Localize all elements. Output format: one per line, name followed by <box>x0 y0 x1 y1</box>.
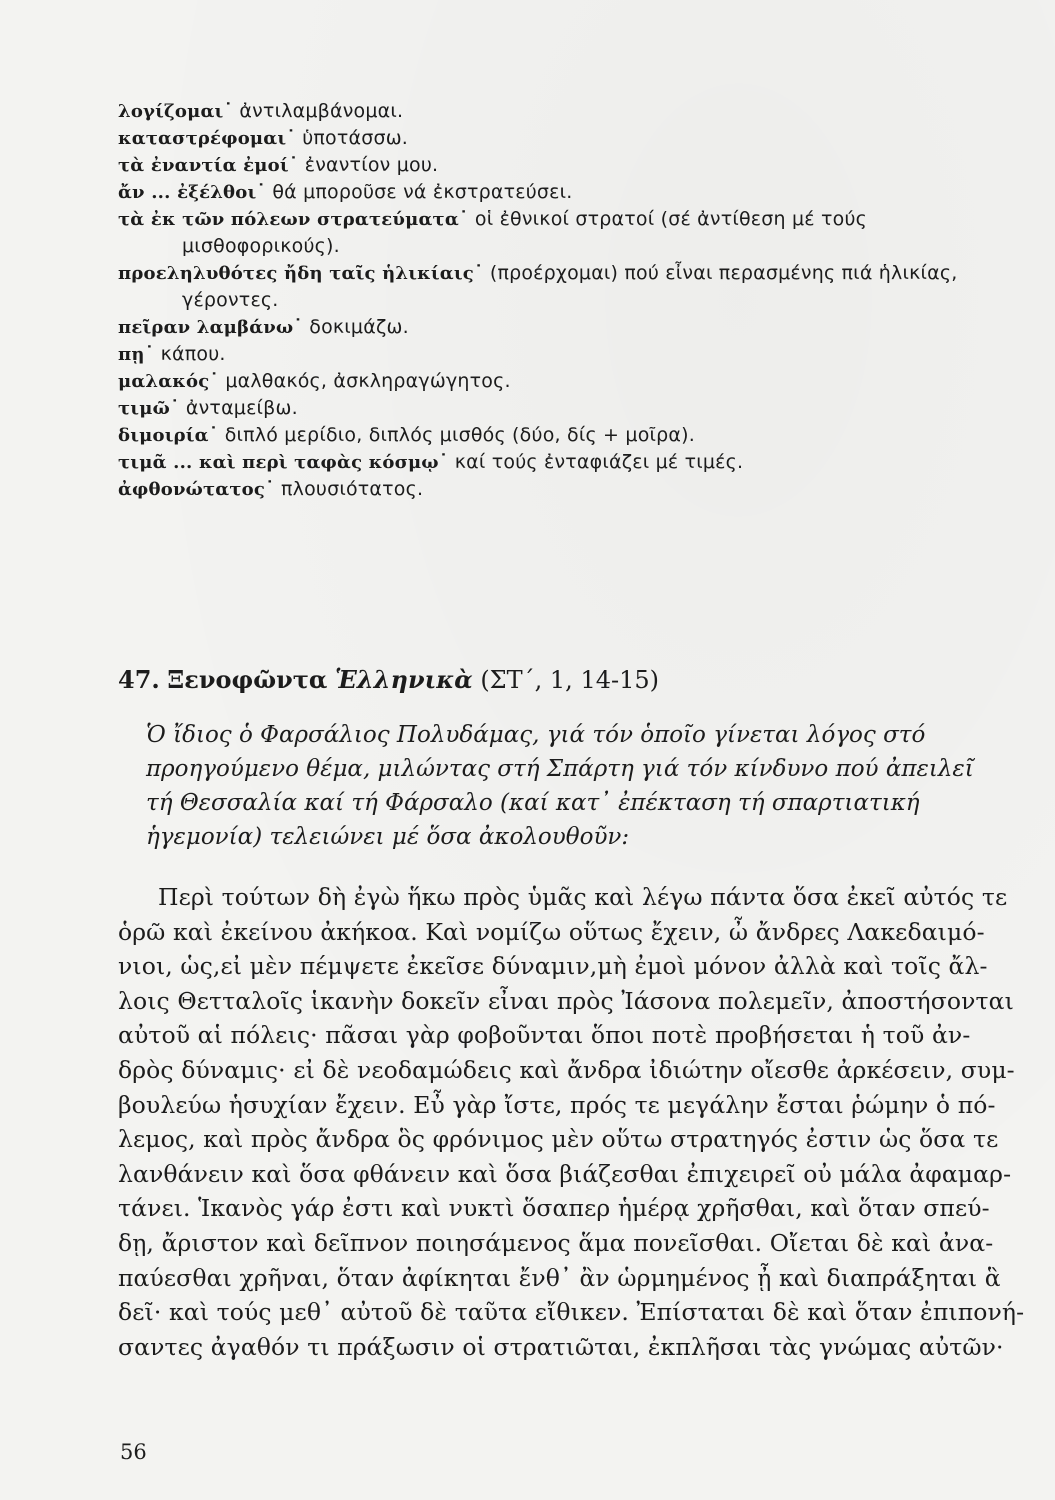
glossary-term: λογίζομαι <box>118 101 224 122</box>
text-line: ὁρῶ καὶ ἐκείνου ἀκήκοα. Καὶ νομίζω οὕτως ἔχειν, ὦ ἄνδρες Λακεδαιμό- <box>118 917 985 946</box>
text-line: σαντες ἀγαθόν τι πράξωσιν οἱ στρατιῶται, ἐκπλῆσαι τὰς γνώμας αὐτῶν· <box>118 1332 1004 1361</box>
glossary-entry <box>118 260 978 314</box>
glossary-term: τὰ ἐκ τῶν πόλεων στρατεύματα <box>118 209 459 230</box>
glossary-definition: διπλό μερίδιο, διπλός μισθός (δύο, δίς + μοῖρα). <box>224 424 695 446</box>
glossary-separator: ˙ <box>473 262 484 284</box>
glossary-term: μαλακός <box>118 371 210 392</box>
section-reference: (ΣΤ΄, 1, 14-15) <box>480 666 659 694</box>
glossary-separator: ˙ <box>144 343 155 365</box>
glossary-definition: ὑποτάσσω. <box>302 127 409 149</box>
glossary-separator: ˙ <box>169 397 180 419</box>
glossary-definition: ἀντιλαμβάνομαι. <box>239 100 404 122</box>
glossary-term: πῃ <box>118 344 145 365</box>
glossary-term: προεληλυθότες ἤδη ταῖς ἡλικίαις <box>118 263 474 284</box>
glossary-entry <box>118 422 978 449</box>
section-number: 47. <box>118 665 160 694</box>
glossary-term: τιμῶ <box>118 398 170 419</box>
text-line: λοις Θετταλοῖς ἱκανὴν δοκεῖν εἶναι πρὸς Ἰάσονα πολεμεῖν, ἀποστήσονται <box>118 986 1014 1015</box>
glossary-entry <box>118 341 978 368</box>
glossary-entry <box>118 395 978 422</box>
glossary-definition: κάπου. <box>160 343 226 365</box>
glossary-term: καταστρέφομαι <box>118 128 287 149</box>
glossary-entry <box>118 152 978 179</box>
glossary-separator: ˙ <box>286 127 296 149</box>
glossary-definition: ἐναντίον μου. <box>304 154 439 176</box>
glossary-term: τὰ ἐναντία ἐμοί <box>118 155 289 176</box>
glossary-term: διμοιρία <box>118 425 209 446</box>
glossary-definition: (προέρχομαι) πού εἶναι περασμένης πιά ἡλικίας, γέροντες. <box>182 262 958 311</box>
text-line: δῃ, ἄριστον καὶ δεῖπνον ποιησάμενος ἅμα πονεῖσθαι. Οἴεται δὲ καὶ ἀνα- <box>118 1228 994 1257</box>
glossary-separator: ˙ <box>209 370 220 392</box>
glossary-entry <box>118 98 978 125</box>
text-line: δεῖ· καὶ τούς μεθ᾽ αὐτοῦ δὲ ταῦτα εἴθικεν. Ἐπίσταται δὲ καὶ ὅταν ἐπιπονή- <box>118 1298 1025 1327</box>
glossary-definition: μαλθακός, ἀσκληραγώγητος. <box>225 370 511 392</box>
glossary-entry <box>118 449 978 476</box>
glossary-term: ἀφθονώτατος <box>118 479 266 500</box>
glossary-separator: ˙ <box>293 316 303 338</box>
section-work-title: Ἑλληνικὰ <box>335 665 473 694</box>
glossary-separator: ˙ <box>458 208 469 230</box>
glossary-definition: ἀνταμείβω. <box>185 397 298 419</box>
glossary-definition: δοκιμάζω. <box>309 316 409 338</box>
glossary-term: ἄν ... ἐξέλθοι <box>118 182 257 203</box>
text-line: νιοι, ὡς,εἰ μὲν πέμψετε ἐκεῖσε δύναμιν,μὴ ἐμοὶ μόνον ἀλλὰ καὶ τοῖς ἄλ- <box>118 952 988 981</box>
glossary-definition: πλουσιότατος. <box>280 478 424 500</box>
glossary-separator: ˙ <box>256 181 267 203</box>
glossary-term: τιμᾶ ... καὶ περὶ ταφὰς κόσμῳ <box>118 452 439 473</box>
text-line: αὐτοῦ αἱ πόλεις· πᾶσαι γὰρ φοβοῦνται ὅποι ποτὲ προβήσεται ἡ τοῦ ἀν- <box>118 1021 971 1050</box>
glossary-entry <box>118 125 978 152</box>
glossary-separator: ˙ <box>438 451 449 473</box>
glossary-separator: ˙ <box>223 100 234 122</box>
page-number: 56 <box>120 1440 147 1464</box>
text-line: λανθάνειν καὶ ὅσα φθάνειν καὶ ὅσα βιάζεσθαι ἐπιχειρεῖ οὐ μάλα ἀφαμαρ- <box>118 1159 1012 1188</box>
glossary-separator: ˙ <box>265 478 275 500</box>
glossary-entry <box>118 368 978 395</box>
glossary-definition: θά μποροῦσε νά ἐκστρατεύσει. <box>272 181 573 203</box>
glossary-separator: ˙ <box>208 424 219 446</box>
text-line: τάνει. Ἱκανὸς γάρ ἐστι καὶ νυκτὶ ὅσαπερ ἡμέρᾳ χρῆσθαι, καὶ ὅταν σπεύ- <box>118 1194 990 1223</box>
glossary-term: πεῖραν λαμβάνω <box>118 317 294 338</box>
text-line: λεμος, καὶ πρὸς ἄνδρα ὃς φρόνιμος μὲν οὕτω στρατηγός ἐστιν ὡς ὅσα τε <box>118 1125 999 1154</box>
section-heading <box>118 664 978 696</box>
glossary-entry <box>118 314 978 341</box>
glossary-definition: καί τούς ἐνταφιάζει μέ τιμές. <box>454 451 744 473</box>
glossary-entry <box>118 476 978 503</box>
glossary-separator: ˙ <box>288 154 299 176</box>
glossary-entry <box>118 206 978 260</box>
intro-paragraph: Ὁ ἴδιος ὁ Φαρσάλιος Πολυδάμας, γιά τόν ὁποῖο γίνεται λόγος στό προηγούμενο θέμα, μιλώντας στή Σπάρτη γιά τόν κίνδυνο πού ἀπειλεῖ τή Θεσσαλία καί τή Φάρσαλο (καί κατ᾽ ἐπέκταση τή σπαρτιατική ἡγεμονία) τελειώνει μέ ὅσα ἀκολουθοῦν: <box>146 722 974 850</box>
glossary-entry <box>118 179 978 206</box>
glossary <box>118 98 978 503</box>
text-line: παύεσθαι χρῆναι, ὅταν ἀφίκηται ἔνθ᾽ ἂν ὡρμημένος ᾖ καὶ διαπράξηται ἃ <box>118 1263 1001 1292</box>
section-author: Ξενοφῶντα <box>167 665 328 694</box>
glossary-definition: οἱ ἐθνικοί στρατοί (σέ ἀντίθεση μέ τούς μισθοφορικούς). <box>182 208 867 257</box>
text-line: Περὶ τούτων δὴ ἐγὼ ἥκω πρὸς ὑμᾶς καὶ λέγω πάντα ὅσα ἐκεῖ αὐτός τε <box>158 883 1008 911</box>
text-line: βουλεύω ἡσυχίαν ἔχειν. Εὖ γὰρ ἴστε, πρός τε μεγάλην ἔσται ῥώμην ὁ πό- <box>118 1090 996 1119</box>
text-line: δρὸς δύναμις· εἰ δὲ νεοδαμώδεις καὶ ἄνδρα ἰδιώτην οἴεσθε ἀρκέσειν, συμ- <box>118 1055 1015 1084</box>
ancient-greek-text <box>118 880 1025 1364</box>
